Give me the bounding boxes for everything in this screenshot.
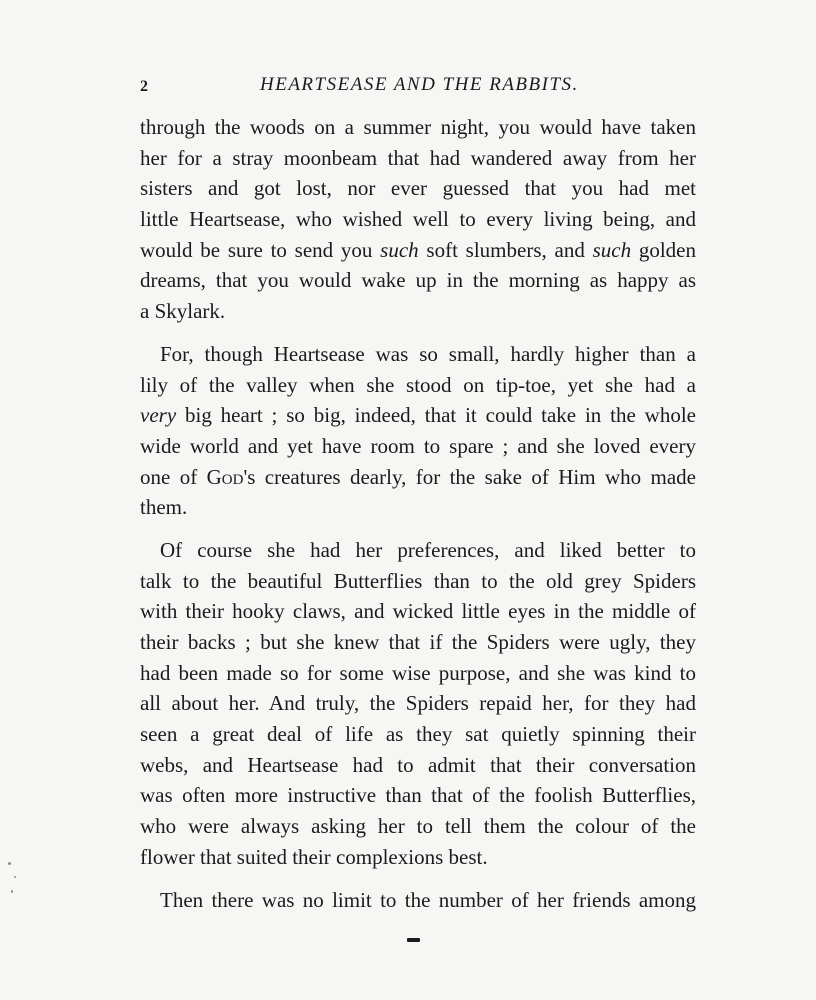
paragraph-gap [140,873,696,885]
text-run: one of [140,464,207,489]
text-line: a Skylark. [140,299,226,324]
text-line [140,235,696,266]
text-line: through the woods on a summer night, you would have taken [140,115,696,139]
text-line: talk to the beautiful Butterflies than to the old grey Spiders [140,568,696,593]
body-text [140,112,696,915]
text-line: dreams, that you would wake up in the morning as happy as [140,268,696,293]
small-caps-word: God [206,464,244,489]
emphasis: such [592,237,632,262]
page-header [140,74,696,104]
text-line [140,400,696,431]
text-run: big heart ; so big, indeed, that it could take in the whole [176,403,696,428]
text-line: her for a stray moonbeam that had wandered away from her [140,145,696,170]
paragraph-3 [140,535,696,873]
paragraph-2 [140,339,696,523]
paragraph-1 [140,112,696,327]
paper-speck [8,862,11,865]
text-run: soft slumbers, and [418,237,593,262]
text-line: them. [140,495,188,520]
page-number: 2 [140,78,148,95]
text-line: wide world and yet have room to spare ; and she loved every [140,433,696,458]
paragraph-gap [140,523,696,535]
text-line: little Heartsease, who wished well to every living being, and [140,207,696,232]
text-line: with their hooky claws, and wicked little eyes in the middle of [140,599,696,624]
text-line: flower that suited their complexions best. [140,844,488,869]
paper-speck [14,876,16,878]
text-run: golden [631,237,697,262]
running-head: HEARTSEASE AND THE RABBITS. [260,74,579,95]
text-run: would be sure to send you [140,237,381,262]
text-line: their backs ; but she knew that if the Spiders were ugly, they [140,630,696,654]
footer-dash [407,938,420,942]
text-line: Of course she had her preferences, and liked better to [160,537,696,562]
emphasis: such [380,237,419,262]
text-run: 's creatures dearly, for the sake of Him who made [243,464,696,489]
text-line: had been made so for some wise purpose, and she was kind to [140,660,696,685]
paragraph-4 [140,885,696,916]
text-line: seen a great deal of life as they sat quietly spinning their [140,722,696,747]
text-line: all about her. And truly, the Spiders repaid her, for they had [140,691,696,716]
text-line: lily of the valley when she stood on tip-toe, yet she had a [140,372,696,397]
text-line: was often more instructive than that of the foolish Butterflies, [140,783,696,808]
text-line: For, though Heartsease was so small, hardly higher than a [160,341,696,366]
text-line: sisters and got lost, nor ever guessed that you had met [140,176,696,201]
paper-speck [11,890,13,893]
emphasis: very [140,403,177,428]
text-line: webs, and Heartsease had to admit that their conversation [140,752,696,777]
text-line: who were always asking her to tell them the colour of the [140,814,696,839]
paragraph-gap [140,327,696,339]
text-line: Then there was no limit to the number of her friends among [160,887,696,912]
text-line [140,462,696,493]
